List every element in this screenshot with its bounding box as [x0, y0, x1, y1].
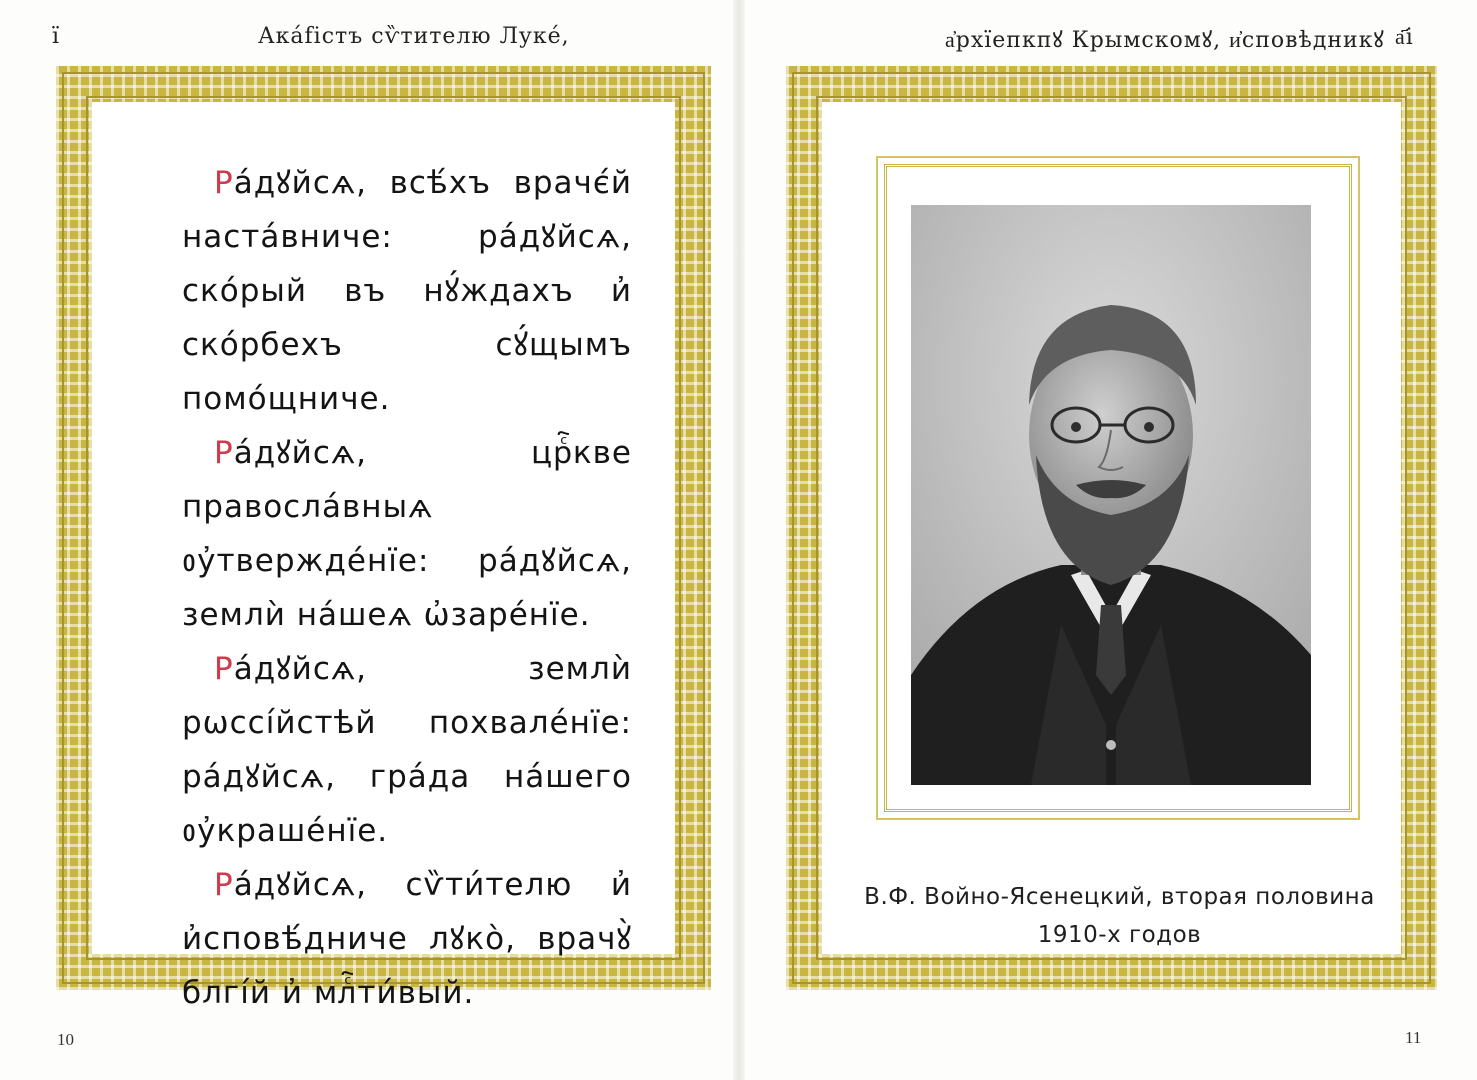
running-head-right-mark: а҃і — [1395, 25, 1414, 50]
page-number-right: 11 — [1405, 1028, 1422, 1047]
prayer-paragraph-3 — [182, 642, 632, 858]
photo-caption-line-2: 1910-х годов — [1037, 922, 1202, 948]
running-head-left-mark: ї — [52, 24, 61, 49]
running-head-left-title: Ака́fістъ сѷтителю Луке́, — [258, 24, 570, 49]
portrait-photo — [911, 205, 1311, 785]
paragraph-text: а́дꙋйсѧ, землѝ рѡссі́йстѣй похвале́нїе: ра́дꙋйсѧ, гра́да на́шего ᲂу҆краше́нїе. — [182, 651, 632, 849]
left-page-text-area — [92, 102, 675, 1011]
prayer-paragraph-1 — [182, 156, 632, 426]
running-head-right-title: а҆рхїепкпꙋ Крымскомꙋ, и҆сповѣдникꙋ — [945, 28, 1385, 53]
photo-gilt-frame — [884, 164, 1352, 812]
paragraph-text: а́дꙋйсѧ, црⷭ҇кве правосла́вныѧ ᲂу҆твержде́нїе: ра́дꙋйсѧ, землѝ на́шеѧ ѡ҆заре́нїе. — [182, 435, 632, 633]
book-gutter — [733, 0, 745, 1080]
ornamental-frame-right — [786, 66, 1437, 990]
photo-caption-line-1: В.Ф. Войно-Ясенецкий, вторая половина — [864, 884, 1375, 910]
red-initial: Р — [214, 165, 234, 201]
portrait-image — [911, 205, 1311, 785]
page-number-left: 10 — [57, 1030, 74, 1049]
prayer-paragraph-4 — [182, 858, 632, 1020]
right-page-area — [822, 102, 1401, 954]
ornamental-frame-left — [56, 66, 711, 1011]
paragraph-text: а́дꙋйсѧ, сѷти́телю и҆ и҆сповѣ́дниче лꙋко̀, врачꙋ̀ блгі́й и҆ млⷭ҇ти́вый. — [182, 867, 632, 1011]
akathist-text — [182, 156, 632, 1020]
red-initial: Р — [214, 867, 234, 903]
paragraph-text: а́дꙋйсѧ, всѣ́хъ врачє́й наста́вниче: ра́дꙋйсѧ, ско́рый въ нꙋ́ждахъ и҆ ско́рбехъ сꙋ́щымъ помо́щниче. — [182, 165, 632, 417]
red-initial: Р — [214, 435, 234, 471]
red-initial: Р — [214, 651, 234, 687]
prayer-paragraph-2 — [182, 426, 632, 642]
